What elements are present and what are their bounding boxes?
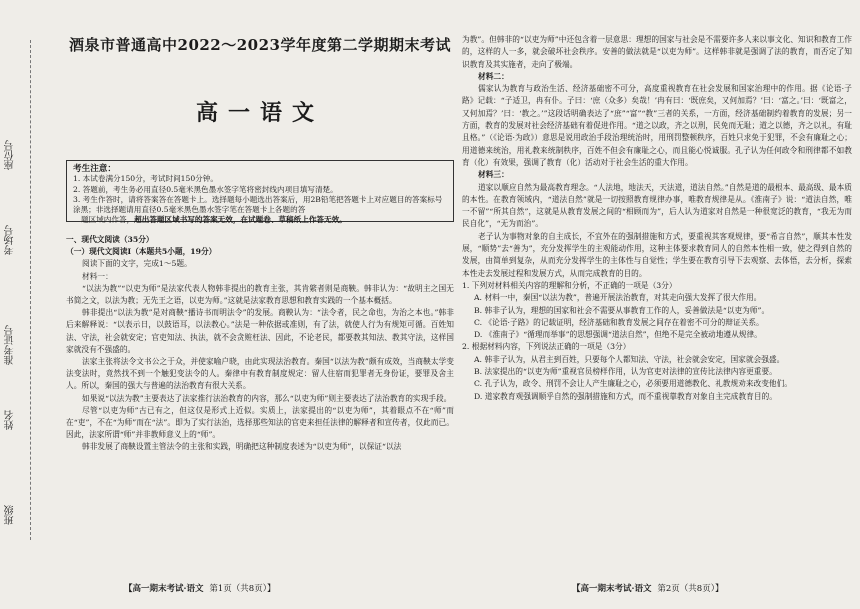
room-field: 考场号	[5, 225, 16, 255]
material-label: 材料二：	[478, 71, 509, 81]
paragraph: “以法为教”“以吏为师”是法家代表人物韩非提出的教育主张，其肯綮者则是商鞅。韩非认为：“故明主之国无书简之文，以法为教；无先王之语，以吏为师。”这就是法家教育思想和教育实践的一个基本概括。	[66, 283, 454, 306]
answer-option: A. 材料一中，秦国“以法为教”，普遍开展法治教育，对其走向强大发挥了很大作用。	[474, 293, 762, 303]
notice-item: 1. 本试卷满分150分，考试时间150分钟。	[73, 174, 218, 184]
notice-title: 考生注意：	[73, 164, 116, 174]
subject-title: 高一语文	[195, 100, 324, 126]
material-label: 材料三：	[478, 170, 509, 180]
answer-option: C. 《论语·子路》的记载证明，经济基础和教育发展之间存在着密不可分的辩证关系。	[474, 317, 764, 327]
right-body	[462, 34, 852, 403]
seal-line	[30, 40, 31, 540]
paragraph: 为教”。但韩非的“以吏为师”中还包含着一层意思：理想的国家与社会是不需要许多人来以事文化、知识和教育工作的，这样的人一多，就会破坏社会秩序。安善的做法就是“以吏为师”。这样韩非就是强调了法的教育，而否定了知识教育及其实施者，走向了极端。	[462, 35, 852, 69]
paragraph: 韩非发展了商鞅设置主管法令的主张和实践，明确把这种制度表述为“以吏为师”，以保证“以法	[82, 442, 402, 452]
binding-strip	[0, 0, 62, 609]
sub-heading: （一）现代文阅读Ⅰ（本题共5小题，19分）	[66, 247, 217, 257]
paragraph: 如果说“以法为教”主要表达了法家推行法治教育的内容，那么“以吏为师”则主要表达了法治教育的实现手段。	[82, 393, 452, 403]
answer-option: A. 韩非子认为，从君主到百姓，只要每个人都知法、守法，社会就会安定，国家就会强盛。	[474, 354, 785, 364]
section-heading: 一、现代文阅读（35分）	[66, 235, 154, 244]
paragraph: 法家主张将法令文书公之于众，并使家喻户晓，由此实现法治教育。秦国“以法为教”颇有成效，当商鞅太学变法变法时，竟然找不到一个触犯变法令的人。秦律中有教育制度规定：留人住宿而犯罪者无身份证，要罪及舍主人。所以，秦国的强大与普遍的法治教育有很大关系。	[66, 357, 454, 391]
paragraph: 老子认为事物对象的自主成长，不宜外在的强制措施和方式，要重视其客观规律，要“希言自然”，顺其本性发展，“顺势”去“善为”，充分发挥学生的主观能动作用，这种主体要求教育同人的自然本性相一致，使之得到自然的发展，由简单到复杂，从而充分发挥学生的主体性与自觉性；学生要在教育引导下去观察、去体悟，去分析，探索本性走去发展过程和发展方式，从而完成教育的目的。	[462, 231, 852, 278]
material-label: 材料一：	[82, 271, 113, 281]
paragraph: 韩非提出“以法为教”是对商鞅“播诗书而明法令”的发展。商鞅认为：“法令者，民之命也，为治之本也。”韩非后来解释说：“以表示日，以鼓语耳，以法教心。”法是一种依据或准则，有了法，就使人行为有规矩可循。百姓知法、守法，社会就安定；官吏知法、执法，就不会贪赃枉法、因此，不论老民，都要教其知法、教其守法，这样国家就没有不强盛的。	[66, 308, 454, 354]
exam-title: 酒泉市普通高中2022～2023学年度第二学期期末考试	[69, 36, 451, 54]
paragraph: 尽管“以吏为师”古已有之，但这仅是形式上近似。实质上，法家提出的“以吏为师”，其着眼点不在“师”而在“吏”，不在“为师”而在“法”。即为了实行法治，选择那些知法的官吏来担任法律的解释者和宣传者，仅此而已。因此，法家所谓“师”并非教师意义上的“师”。	[66, 405, 454, 440]
left-body	[66, 234, 454, 454]
notice-item: 题区域内作答，超出答题区域书写的答案无效，在试题卷、草稿纸上作答无效。	[81, 215, 347, 225]
instruction: 阅读下面的文字，完成1～5题。	[82, 259, 192, 269]
answer-option: B. 法家提出的“以吏为师”重视官员榜样作用，认为官吏对法律的宣传比法律内容更重要。	[474, 367, 777, 377]
page-footer: 【高一期末考试·语文 第2页（共8页）】	[572, 584, 724, 594]
class-field: 班级	[5, 505, 16, 525]
answer-option: D. 道家教育观强调顺乎自然的强制措施和方式，而不重视靠教育对象自主完成教育目的。	[474, 391, 777, 401]
question-stem: 1. 下列对材料相关内容的理解和分析，不正确的一项是（3分）	[462, 280, 677, 290]
seat-field: 座位号	[5, 140, 16, 170]
answer-option: D. 《淮南子》“循理而举事”的思想强调“道法自然”，但绝不是完全被动地遵从规律。	[474, 330, 762, 340]
page-footer: 【高一期末考试·语文 第1页（共8页）】	[124, 584, 276, 594]
question-stem: 2. 根据材料内容，下列说法正确的一项是（3分）	[462, 342, 631, 352]
name-field: 姓名	[5, 410, 16, 430]
notice-item: 3. 考生作答时，请将答案答在答题卡上。选择题每小题选出答案后，用2B铅笔把答题卡上对应题目的答案标号涂黑；非选择题请用直径0.5毫米黑色墨水签字笔在答题卡上各题的答	[73, 194, 443, 215]
id-field: 准考证号	[5, 325, 16, 365]
answer-option: C. 孔子认为，政令、刑罚不会让人产生廉耻之心，必须要用道德教化、礼教规劝来改变他们。	[474, 379, 792, 389]
notice-warning: 超出答题区域书写的答案无效，在试题卷、草稿纸上作答无效。	[134, 215, 347, 225]
answer-option: B. 韩非子认为，理想的国家和社会不需要从事教育工作的人，妥善做法是“以吏为师”。	[474, 305, 770, 315]
notice-box	[66, 160, 454, 225]
paragraph: 道家以顺应自然为最高教育理念。“人法地，地法天，天法道，道法自然。”自然是道的最根本、最高级、最本质的本性。在教育领域内，“道法自然”就是一切按照教育规律办事，唯教育规律是从。《淮南子》说：“道法自然，唯一不留”“所其自然”，这就是从教育发展之间的“相顾而为”，后人认为道家对自然是一种很宽泛的教育，“我无为而民自化”，“无为而治”。	[462, 182, 852, 229]
notice-item: 2. 答题前，考生务必用直径0.5毫米黑色墨水签字笔将密封线内项目填写清楚。	[73, 184, 338, 194]
paragraph: 儒家认为教育与政治生活、经济基础密不可分，高度重视教育在社会发展和国家治理中的作用。据《论语·子路》记载：“子适卫，冉有仆。子曰：‘庶（众多）矣哉！’冉有曰：‘既庶矣，又何加焉？’曰：‘富之。’曰：‘既富之，又何加焉？’曰：‘教之。’”这段话明确表达了“庶”“富”“教”三者的关系，一方面，经济基础制约着教育的发展；另一方面，教育的发展对社会经济基础有着促进作用。“道之以政，齐之以刑，民免而无耻；道之以德，齐之以礼，有耻且格。”（《论语·为政》）意思是说用政治手段治理统治时，用刑罚整顿秩序，百姓只求免于犯罪，不会有廉耻之心；用道德来统治，用礼教来统制秩序，百姓不但会有廉耻之心，而且能心悦诚服。孔子认为任何政令和刑律都不如教育（化）有效果，强调了教育（化）活动对于社会生活的重大作用。	[462, 84, 852, 167]
